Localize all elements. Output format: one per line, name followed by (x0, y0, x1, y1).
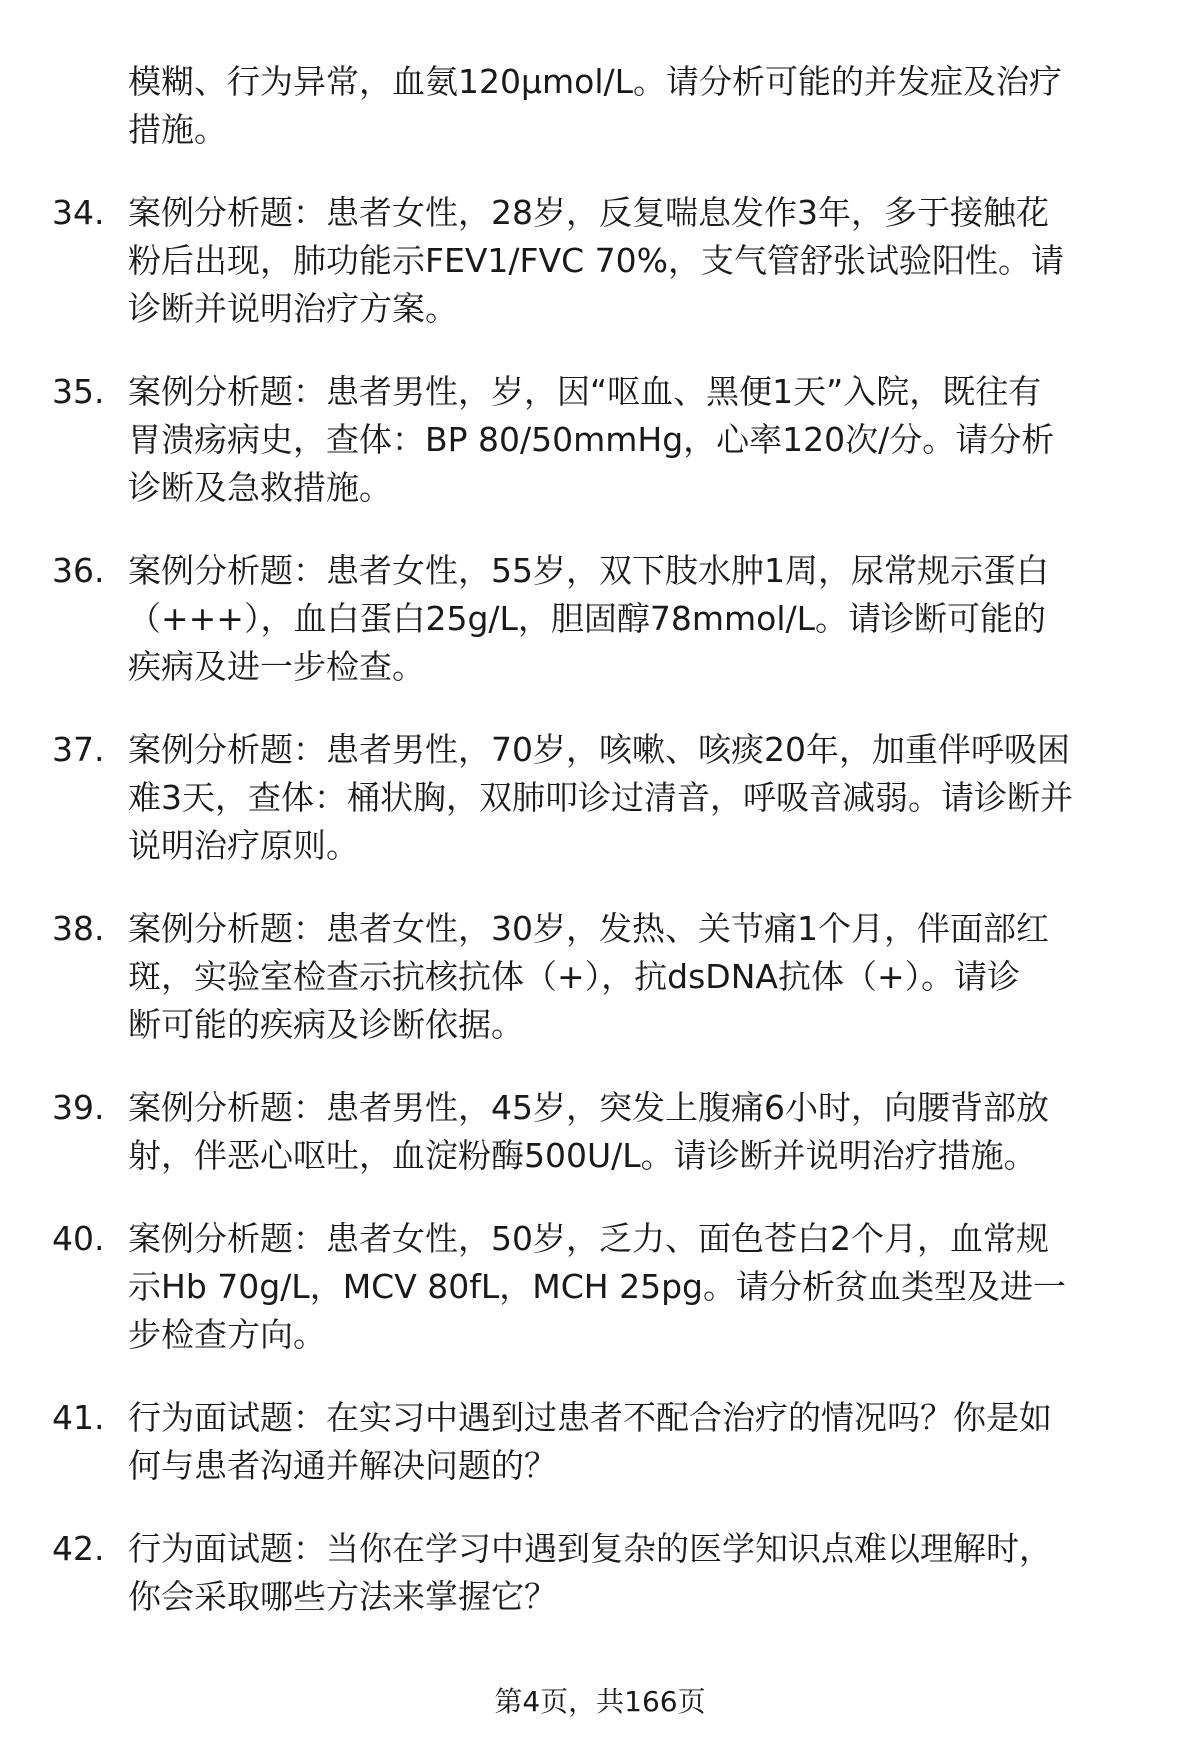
question-number: 39. (52, 1088, 105, 1127)
question-text: 案例分析题：患者女性，50岁，乏力、面色苍白2个月，血常规 示Hb 70g/L，MCV 80fL，MCH 25pg。请分析贫血类型及进一 步检查方向。 (128, 1219, 1066, 1354)
question-number: 34. (52, 193, 105, 232)
document-body (0, 58, 1200, 1656)
question-item (0, 905, 1200, 1049)
question-text: 案例分析题：患者女性，28岁，反复喘息发作3年，多于接触花 粉后出现，肺功能示FEV1/FVC 70%，支气管舒张试验阳性。请 诊断并说明治疗方案。 (128, 193, 1064, 328)
question-text: 案例分析题：患者女性，55岁，双下肢水肿1周，尿常规示蛋白 （+++），血白蛋白25g/L，胆固醇78mmol/L。请诊断可能的 疾病及进一步检查。 (128, 551, 1049, 686)
question-item (0, 1215, 1200, 1359)
question-number: 35. (52, 372, 105, 411)
question-text: 行为面试题：在实习中遇到过患者不配合治疗的情况吗？你是如 何与患者沟通并解决问题的？ (128, 1398, 1052, 1485)
question-text: 行为面试题：当你在学习中遇到复杂的医学知识点难以理解时， 你会采取哪些方法来掌握它？ (128, 1529, 1052, 1616)
question-item (0, 1394, 1200, 1490)
question-number: 37. (52, 730, 105, 769)
question-text: 案例分析题：患者男性，岁，因“呕血、黑便1天”入院，既往有 胃溃疡病史，查体：BP 80/50mmHg，心率120次/分。请分析 诊断及急救措施。 (128, 372, 1055, 507)
question-number: 38. (52, 909, 105, 948)
question-number: 42. (52, 1529, 105, 1568)
question-number: 36. (52, 551, 105, 590)
question-text: 案例分析题：患者男性，45岁，突发上腹痛6小时，向腰背部放 射，伴恶心呕吐，血淀粉酶500U/L。请诊断并说明治疗措施。 (128, 1088, 1049, 1175)
question-item (0, 1525, 1200, 1621)
question-item (0, 726, 1200, 870)
question-item (0, 1084, 1200, 1180)
question-item (0, 547, 1200, 691)
question-text: 案例分析题：患者女性，30岁，发热、关节痛1个月，伴面部红 斑，实验室检查示抗核抗体（+），抗dsDNA抗体（+）。请诊 断可能的疾病及诊断依据。 (128, 909, 1049, 1044)
question-number: 41. (52, 1398, 105, 1437)
intro-text: 模糊、行为异常，血氨120μmol/L。请分析可能的并发症及治疗 措施。 (128, 62, 1062, 149)
intro-paragraph (0, 58, 1200, 154)
page-footer: 第4页，共166页 (494, 1685, 706, 1718)
question-item (0, 189, 1200, 333)
question-text: 案例分析题：患者男性，70岁，咳嗽、咳痰20年，加重伴呼吸困 难3天，查体：桶状胸，双肺叩诊过清音，呼吸音减弱。请诊断并 说明治疗原则。 (128, 730, 1073, 865)
question-number: 40. (52, 1219, 105, 1258)
question-item (0, 368, 1200, 512)
